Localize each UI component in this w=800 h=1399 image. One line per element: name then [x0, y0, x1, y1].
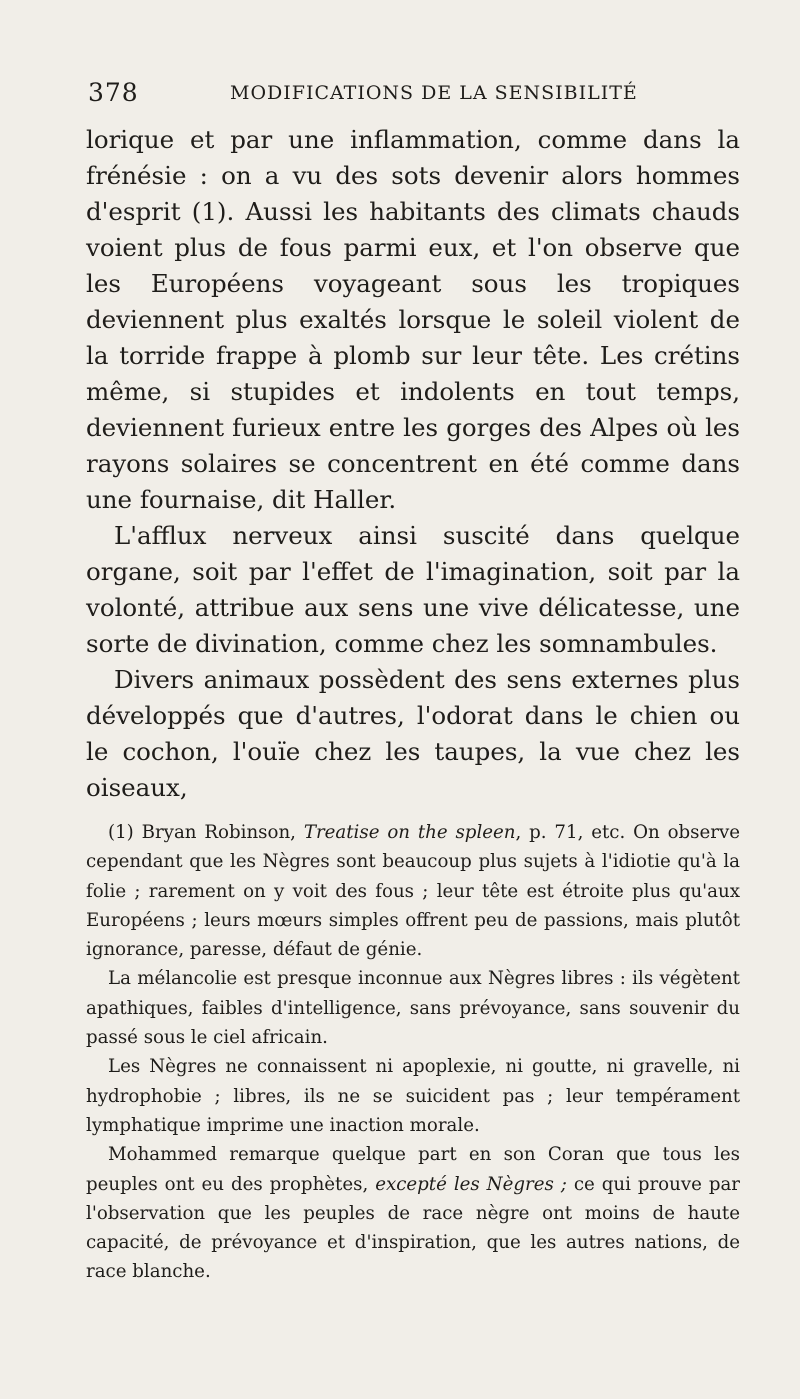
footnote-author: Bryan Robinson, — [133, 822, 304, 843]
page-header — [88, 78, 740, 114]
footnote-coran-start: Mohammed remarque quelque part en son Coran que tous les peuples ont eu des prophètes, — [86, 1144, 740, 1195]
paragraph-continued: lorique et par une inflammation, comme dans la frénésie : on a vu des sots devenir alors hommes d'esprit (1). Aussi les habitants des climats chauds voient plus de fous parmi eux, et l'on observe que les Européens voyageant sous les tropiques deviennent plus exaltés lorsque le soleil violent de la torride frappe à plomb sur leur tête. Les crétins même, si stupides et indolents en tout temps, deviennent furieux entre les gorges des Alpes où les rayons solaires se concentrent en été comme dans une fournaise, dit Haller. — [86, 125, 740, 514]
footnote-1 — [86, 818, 740, 964]
main-text — [86, 122, 740, 806]
footnote-coran-emphasis: excepté les Nègres ; — [375, 1173, 567, 1195]
footnotes — [86, 818, 740, 1287]
footnote-paragraph-maladies: Les Nègres ne connaissent ni apoplexie, ni goutte, ni gravelle, ni hydrophobie ; libres, ils ne se suicident pas ; leur tempérament lymphatique imprime une inaction morale. — [86, 1056, 740, 1136]
footnote-marker: (1) — [108, 822, 134, 843]
running-title: MODIFICATIONS DE LA SENSIBILITÉ — [230, 82, 638, 104]
footnote-paragraph-melancolie: La mélancolie est presque inconnue aux Nègres libres : ils végètent apathiques, faibles d'intelligence, sans prévoyance, sans souvenir du passé sous le ciel africain. — [86, 968, 740, 1049]
footnote-book-title: Treatise on the spleen — [303, 822, 516, 843]
footnote-1-text: , p. 71, etc. On observe cependant que les Nègres sont beaucoup plus sujets à l'idiotie qu'à la folie ; rarement on y voit des fous ; leur tête est étroite plus qu'aux Européens ; leurs mœurs simples offrent peu de passions, mais plutôt ignorance, paresse, défaut de génie. — [86, 822, 740, 961]
footnote-coran-end: ce qui prouve par l'observation que les peuples de race nègre ont moins de haute capacité, de prévoyance et d'inspiration, que les autres nations, de race blanche. — [86, 1173, 740, 1283]
footnote-paragraph-coran — [86, 1140, 740, 1286]
paragraph-animaux: Divers animaux possèdent des sens externes plus développés que d'autres, l'odorat dans le chien ou le cochon, l'ouïe chez les taupes, la vue chez les oiseaux, — [86, 665, 740, 802]
page-number: 378 — [88, 78, 139, 107]
paragraph-afflux: L'afflux nerveux ainsi suscité dans quelque organe, soit par l'effet de l'imagination, soit par la volonté, attribue aux sens une vive délicatesse, une sorte de divination, comme chez les somnambules. — [86, 521, 740, 658]
